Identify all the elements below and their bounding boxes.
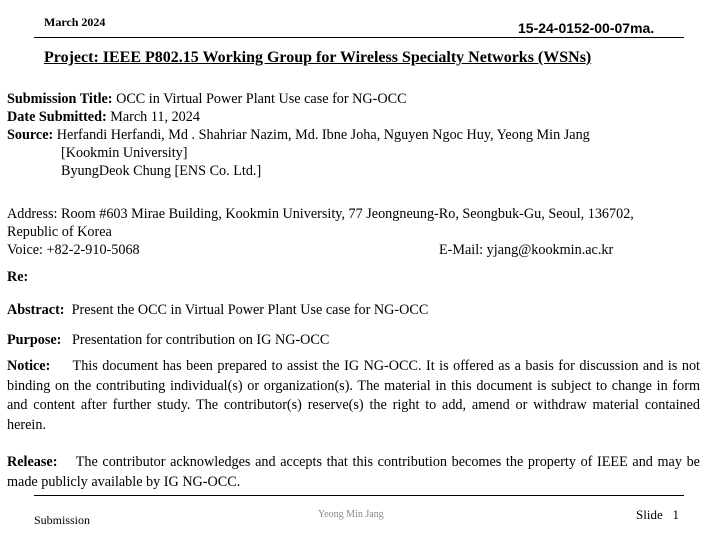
footer-author: Yeong Min Jang [318,509,384,520]
source-label: Source: [7,127,54,143]
header-divider [34,37,684,38]
submission-title-value: OCC in Virtual Power Plant Use case for NG-OCC [116,91,407,107]
release [7,453,700,492]
purpose [7,331,700,349]
date-submitted-label: Date Submitted: [7,109,107,125]
release-label: Release: [7,454,58,470]
email: E-Mail: yjang@kookmin.ac.kr [439,242,614,258]
purpose-value: Presentation for contribution on IG NG-OCC [72,332,330,348]
abstract [7,301,700,319]
slide-number: 1 [672,507,679,522]
date-submitted [7,108,700,126]
document-number: 15-24-0152-00-07ma. [518,20,655,36]
notice [7,357,700,435]
abstract-label: Abstract: [7,302,65,318]
release-value: The contributor acknowledges and accepts that this contribution becomes the property of IEEE and may be made publicly available by IG NG-OCC. [7,454,700,490]
submission-title [7,90,700,108]
header-date: March 2024 [44,15,106,29]
source-line-1 [7,126,700,144]
slide-label: Slide [636,507,663,522]
footer-submission: Submission [34,513,91,527]
source [7,126,700,180]
address: Address: Room #603 Mirae Building, Kookmin University, 77 Jeongneung-Ro, Seongbuk-Gu, Seoul, 136702, Republic of Korea [7,206,634,240]
re-label: Re: [7,269,29,285]
voice: Voice: +82-2-910-5068 [7,242,140,258]
submission-title-label: Submission Title: [7,91,113,107]
footer-slide [636,507,679,523]
notice-label: Notice: [7,358,51,374]
source-line-2: [Kookmin University] [61,145,188,161]
date-submitted-value: March 11, 2024 [110,109,200,125]
abstract-value: Present the OCC in Virtual Power Plant Use case for NG-OCC [71,302,429,318]
footer-divider [34,495,684,496]
purpose-label: Purpose: [7,332,62,348]
project-title: Project: IEEE P802.15 Working Group for Wireless Specialty Networks (WSNs) [44,49,592,66]
notice-value: This document has been prepared to assist the IG NG-OCC. It is offered as a basis for discussion and is not binding on the contributing individual(s) or organization(s). The material in this document is subject to change in form and content after further study. The contributor(s) reserve(s) the right to add, amend or withdraw material contained herein. [7,358,700,433]
source-authors: Herfandi Herfandi, Md . Shahriar Nazim, Md. Ibne Joha, Nguyen Ngoc Huy, Yeong Min Jang [56,127,590,143]
source-line-3: ByungDeok Chung [ENS Co. Ltd.] [61,163,262,179]
